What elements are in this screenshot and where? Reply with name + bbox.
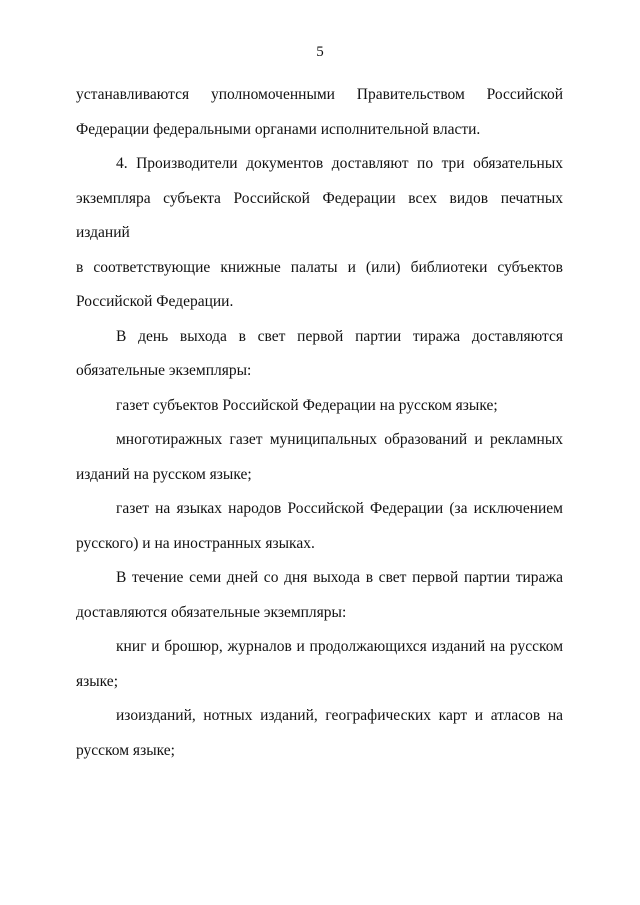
text-line: В течение семи дней со дня выхода в свет первой партии тиража bbox=[116, 569, 563, 586]
text-line: газет субъектов Российской Федерации на русском языке; bbox=[116, 396, 498, 414]
text-line: устанавливаются уполномоченными Правительством Российской bbox=[76, 86, 563, 103]
text-line: языке; bbox=[76, 672, 118, 690]
paragraph-2 bbox=[76, 320, 563, 389]
paragraph-0 bbox=[76, 78, 563, 147]
text-line: в соответствующие книжные палаты и (или) библиотеки субъектов bbox=[76, 258, 563, 276]
text-line: книг и брошюр, журналов и продолжающихся изданий на русском bbox=[116, 638, 563, 655]
paragraph-6 bbox=[76, 561, 563, 630]
text-line: газет на языках народов Российской Федерации (за исключением bbox=[116, 500, 563, 517]
paragraph-7 bbox=[76, 630, 563, 699]
text-line: русского) и на иностранных языках. bbox=[76, 534, 315, 552]
text-line: Российской Федерации. bbox=[76, 293, 234, 310]
text-line: многотиражных газет муниципальных образований и рекламных bbox=[116, 431, 563, 448]
paragraph-8 bbox=[76, 699, 563, 768]
document-body bbox=[76, 78, 563, 768]
text-line: обязательные экземпляры: bbox=[76, 362, 252, 379]
text-line: изданий на русском языке; bbox=[76, 465, 252, 483]
page-number: 5 bbox=[316, 44, 324, 60]
text-line: доставляются обязательные экземпляры: bbox=[76, 603, 347, 621]
paragraph-5 bbox=[76, 492, 563, 561]
paragraph-4 bbox=[76, 423, 563, 492]
paragraph-3 bbox=[76, 389, 563, 424]
text-line: В день выхода в свет первой партии тиража доставляются bbox=[116, 327, 563, 345]
paragraph-1 bbox=[76, 147, 563, 320]
text-line: Федерации федеральными органами исполнительной власти. bbox=[76, 120, 481, 138]
text-line: 4. Производители документов доставляют по три обязательных bbox=[116, 155, 563, 172]
text-line: изоизданий, нотных изданий, географических карт и атласов на bbox=[116, 707, 563, 724]
text-line: русском языке; bbox=[76, 741, 175, 759]
text-line: экземпляра субъекта Российской Федерации всех видов печатных изданий bbox=[76, 189, 563, 241]
